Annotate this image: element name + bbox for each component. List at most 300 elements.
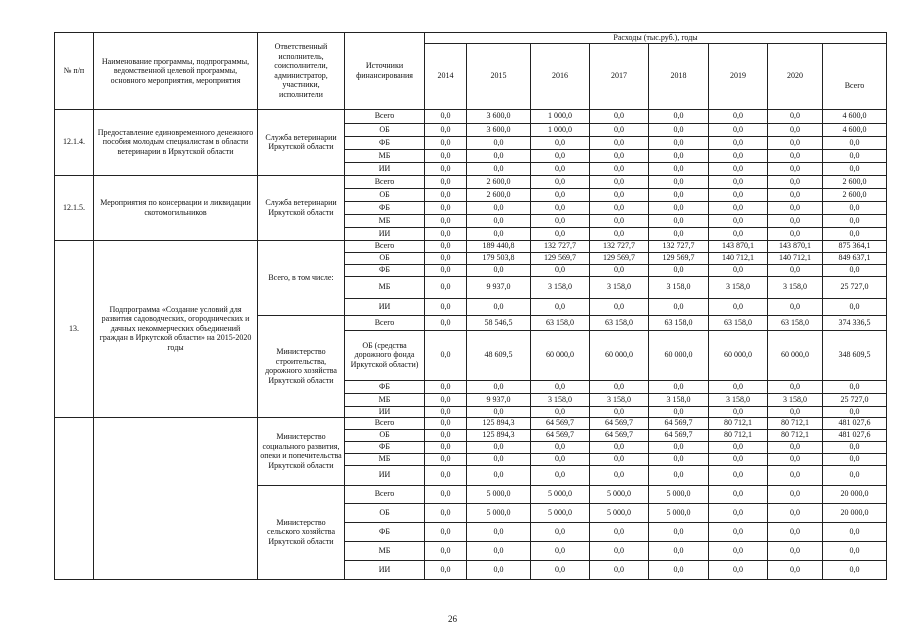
- funding-source: Всего: [345, 315, 425, 330]
- total-value: 4 600,0: [823, 123, 887, 136]
- year-value: 5 000,0: [531, 503, 590, 522]
- header-year: 2018: [649, 43, 709, 109]
- total-value: 0,0: [823, 380, 887, 393]
- year-value: 64 569,7: [531, 429, 590, 441]
- year-value: 60 000,0: [709, 330, 768, 380]
- total-value: 0,0: [823, 298, 887, 315]
- year-value: 60 000,0: [531, 330, 590, 380]
- year-value: 0,0: [590, 175, 649, 188]
- year-value: 0,0: [590, 441, 649, 453]
- funding-source: Всего: [345, 417, 425, 429]
- year-value: 0,0: [649, 264, 709, 276]
- year-value: 0,0: [467, 298, 531, 315]
- year-value: 0,0: [531, 522, 590, 541]
- year-value: 5 000,0: [467, 503, 531, 522]
- year-value: 5 000,0: [590, 485, 649, 503]
- year-value: 0,0: [709, 453, 768, 465]
- year-value: 0,0: [709, 503, 768, 522]
- year-value: 0,0: [768, 560, 823, 579]
- header-expenses: Расходы (тыс.руб.), годы: [425, 33, 887, 44]
- year-value: 5 000,0: [590, 503, 649, 522]
- year-value: 0,0: [425, 175, 467, 188]
- year-value: 0,0: [709, 522, 768, 541]
- year-value: 5 000,0: [531, 485, 590, 503]
- year-value: 0,0: [649, 136, 709, 149]
- year-value: 0,0: [425, 406, 467, 417]
- year-value: 0,0: [425, 298, 467, 315]
- year-value: 0,0: [768, 380, 823, 393]
- executor-name: Министерство сельского хозяйства Иркутской области: [258, 485, 345, 579]
- year-value: 143 870,1: [709, 240, 768, 252]
- year-value: 0,0: [425, 252, 467, 264]
- total-value: 25 727,0: [823, 276, 887, 298]
- funding-source: ИИ: [345, 227, 425, 240]
- row-number: 12.1.5.: [55, 175, 94, 240]
- year-value: 0,0: [768, 188, 823, 201]
- table-row: [55, 240, 887, 252]
- year-value: 5 000,0: [649, 485, 709, 503]
- year-value: 0,0: [649, 380, 709, 393]
- year-value: 63 158,0: [709, 315, 768, 330]
- total-value: 849 637,1: [823, 252, 887, 264]
- funding-source: МБ: [345, 276, 425, 298]
- year-value: 0,0: [649, 522, 709, 541]
- funding-source: ОБ (средства дорожного фонда Иркутской области): [345, 330, 425, 380]
- total-value: 481 027,6: [823, 429, 887, 441]
- year-value: 0,0: [531, 227, 590, 240]
- program-name: Подпрограмма «Создание условий для развития садоводческих, огороднических и дачных некоммерческих объединений граждан в Иркутской области» на 2015-2020 годы: [94, 240, 258, 417]
- year-value: 0,0: [531, 264, 590, 276]
- header-source: Источники финансирования: [345, 33, 425, 110]
- year-value: 3 158,0: [590, 393, 649, 406]
- year-value: 0,0: [709, 123, 768, 136]
- table-body: [55, 33, 887, 580]
- year-value: 0,0: [425, 214, 467, 227]
- header-year: 2017: [590, 43, 649, 109]
- total-value: 374 336,5: [823, 315, 887, 330]
- page-number: 26: [448, 614, 457, 624]
- funding-source: ФБ: [345, 522, 425, 541]
- funding-source: ОБ: [345, 503, 425, 522]
- executor-name: Служба ветеринарии Иркутской области: [258, 109, 345, 175]
- funding-source: МБ: [345, 149, 425, 162]
- year-value: 0,0: [425, 429, 467, 441]
- year-value: 0,0: [768, 441, 823, 453]
- year-value: 0,0: [467, 465, 531, 485]
- year-value: 0,0: [649, 441, 709, 453]
- year-value: 3 158,0: [590, 276, 649, 298]
- year-value: 0,0: [649, 162, 709, 175]
- year-value: 0,0: [709, 162, 768, 175]
- year-value: 0,0: [649, 453, 709, 465]
- year-value: 0,0: [425, 136, 467, 149]
- funding-source: ОБ: [345, 123, 425, 136]
- year-value: 0,0: [709, 227, 768, 240]
- year-value: 0,0: [425, 188, 467, 201]
- funding-source: ИИ: [345, 162, 425, 175]
- year-value: 0,0: [590, 380, 649, 393]
- funding-source: ФБ: [345, 441, 425, 453]
- year-value: 64 569,7: [649, 429, 709, 441]
- year-value: 0,0: [709, 149, 768, 162]
- year-value: 0,0: [649, 201, 709, 214]
- funding-source: ОБ: [345, 188, 425, 201]
- year-value: 0,0: [531, 149, 590, 162]
- total-value: 0,0: [823, 441, 887, 453]
- funding-source: Всего: [345, 240, 425, 252]
- year-value: 0,0: [425, 330, 467, 380]
- year-value: 0,0: [768, 175, 823, 188]
- year-value: 0,0: [709, 406, 768, 417]
- year-value: 0,0: [467, 149, 531, 162]
- year-value: 0,0: [768, 406, 823, 417]
- total-value: 2 600,0: [823, 188, 887, 201]
- header-year: 2020: [768, 43, 823, 109]
- budget-table: [54, 32, 887, 580]
- year-value: 3 158,0: [709, 393, 768, 406]
- total-value: 0,0: [823, 149, 887, 162]
- year-value: 0,0: [709, 560, 768, 579]
- year-value: 0,0: [649, 149, 709, 162]
- year-value: 0,0: [425, 485, 467, 503]
- year-value: 0,0: [709, 298, 768, 315]
- year-value: 0,0: [709, 188, 768, 201]
- year-value: 63 158,0: [531, 315, 590, 330]
- year-value: 9 937,0: [467, 393, 531, 406]
- year-value: 125 894,3: [467, 429, 531, 441]
- header-year: 2014: [425, 43, 467, 109]
- year-value: 0,0: [467, 227, 531, 240]
- year-value: 0,0: [590, 123, 649, 136]
- year-value: 9 937,0: [467, 276, 531, 298]
- year-value: 0,0: [768, 485, 823, 503]
- year-value: 0,0: [590, 406, 649, 417]
- year-value: 0,0: [425, 417, 467, 429]
- header-year: 2015: [467, 43, 531, 109]
- year-value: 0,0: [649, 214, 709, 227]
- year-value: 0,0: [467, 522, 531, 541]
- funding-source: ФБ: [345, 264, 425, 276]
- total-value: 0,0: [823, 522, 887, 541]
- table-row: [55, 417, 887, 429]
- year-value: 0,0: [649, 560, 709, 579]
- year-value: 0,0: [709, 485, 768, 503]
- year-value: 63 158,0: [649, 315, 709, 330]
- year-value: 0,0: [531, 136, 590, 149]
- year-value: 0,0: [590, 201, 649, 214]
- year-value: 0,0: [768, 298, 823, 315]
- year-value: 3 158,0: [768, 276, 823, 298]
- year-value: 64 569,7: [649, 417, 709, 429]
- year-value: 0,0: [425, 441, 467, 453]
- funding-source: ФБ: [345, 380, 425, 393]
- year-value: 3 600,0: [467, 109, 531, 123]
- header-executor: Ответственный исполнитель, соисполнители, администратор, участники, исполнители: [258, 33, 345, 110]
- executor-name: Служба ветеринарии Иркутской области: [258, 175, 345, 240]
- year-value: 3 158,0: [531, 393, 590, 406]
- year-value: 0,0: [467, 453, 531, 465]
- year-value: 0,0: [768, 123, 823, 136]
- year-value: 80 712,1: [709, 429, 768, 441]
- year-value: 0,0: [531, 541, 590, 560]
- year-value: 129 569,7: [531, 252, 590, 264]
- year-value: 0,0: [649, 541, 709, 560]
- funding-source: ФБ: [345, 136, 425, 149]
- total-value: 0,0: [823, 264, 887, 276]
- program-name: [94, 417, 258, 579]
- funding-source: ФБ: [345, 201, 425, 214]
- funding-source: ИИ: [345, 465, 425, 485]
- year-value: 0,0: [768, 465, 823, 485]
- year-value: 0,0: [467, 162, 531, 175]
- header-total: Всего: [823, 43, 887, 109]
- year-value: 0,0: [467, 406, 531, 417]
- row-number: 12.1.4.: [55, 109, 94, 175]
- year-value: 80 712,1: [768, 417, 823, 429]
- year-value: 0,0: [425, 393, 467, 406]
- header-row: [55, 33, 887, 44]
- total-value: 0,0: [823, 136, 887, 149]
- year-value: 0,0: [531, 201, 590, 214]
- year-value: 0,0: [649, 465, 709, 485]
- year-value: 48 609,5: [467, 330, 531, 380]
- year-value: 0,0: [768, 453, 823, 465]
- table-row: [55, 175, 887, 188]
- year-value: 0,0: [590, 264, 649, 276]
- funding-source: ИИ: [345, 298, 425, 315]
- year-value: 179 503,8: [467, 252, 531, 264]
- header-year: 2016: [531, 43, 590, 109]
- year-value: 0,0: [649, 123, 709, 136]
- year-value: 0,0: [531, 380, 590, 393]
- year-value: 0,0: [425, 227, 467, 240]
- total-value: 0,0: [823, 201, 887, 214]
- year-value: 0,0: [590, 214, 649, 227]
- year-value: 132 727,7: [531, 240, 590, 252]
- year-value: 63 158,0: [768, 315, 823, 330]
- year-value: 129 569,7: [590, 252, 649, 264]
- year-value: 3 158,0: [649, 276, 709, 298]
- year-value: 3 158,0: [768, 393, 823, 406]
- year-value: 0,0: [590, 541, 649, 560]
- year-value: 0,0: [768, 264, 823, 276]
- year-value: 64 569,7: [531, 417, 590, 429]
- year-value: 0,0: [649, 227, 709, 240]
- total-value: 0,0: [823, 227, 887, 240]
- year-value: 0,0: [425, 380, 467, 393]
- year-value: 0,0: [531, 298, 590, 315]
- year-value: 0,0: [649, 298, 709, 315]
- funding-source: Всего: [345, 175, 425, 188]
- year-value: 5 000,0: [467, 485, 531, 503]
- total-value: 0,0: [823, 541, 887, 560]
- table-row: [55, 109, 887, 123]
- year-value: 0,0: [768, 162, 823, 175]
- total-value: 875 364,1: [823, 240, 887, 252]
- year-value: 129 569,7: [649, 252, 709, 264]
- year-value: 80 712,1: [768, 429, 823, 441]
- year-value: 3 158,0: [649, 393, 709, 406]
- year-value: 0,0: [425, 109, 467, 123]
- year-value: 0,0: [649, 406, 709, 417]
- year-value: 0,0: [768, 503, 823, 522]
- year-value: 0,0: [467, 380, 531, 393]
- year-value: 0,0: [467, 541, 531, 560]
- executor-name: Министерство строительства, дорожного хозяйства Иркутской области: [258, 315, 345, 417]
- year-value: 0,0: [590, 560, 649, 579]
- funding-source: МБ: [345, 214, 425, 227]
- funding-source: ИИ: [345, 406, 425, 417]
- total-value: 2 600,0: [823, 175, 887, 188]
- total-value: 481 027,6: [823, 417, 887, 429]
- total-value: 20 000,0: [823, 503, 887, 522]
- year-value: 0,0: [467, 214, 531, 227]
- year-value: 2 600,0: [467, 175, 531, 188]
- funding-source: ИИ: [345, 560, 425, 579]
- total-value: 20 000,0: [823, 485, 887, 503]
- funding-source: МБ: [345, 393, 425, 406]
- year-value: 0,0: [425, 201, 467, 214]
- year-value: 0,0: [709, 441, 768, 453]
- year-value: 0,0: [531, 465, 590, 485]
- year-value: 0,0: [531, 560, 590, 579]
- year-value: 0,0: [467, 136, 531, 149]
- year-value: 0,0: [467, 560, 531, 579]
- year-value: 0,0: [768, 109, 823, 123]
- executor-name: Министерство социального развития, опеки и попечительства Иркутской области: [258, 417, 345, 485]
- year-value: 60 000,0: [649, 330, 709, 380]
- year-value: 189 440,8: [467, 240, 531, 252]
- funding-source: МБ: [345, 453, 425, 465]
- year-value: 0,0: [768, 214, 823, 227]
- year-value: 0,0: [425, 453, 467, 465]
- year-value: 140 712,1: [709, 252, 768, 264]
- year-value: 0,0: [768, 541, 823, 560]
- year-value: 0,0: [467, 201, 531, 214]
- year-value: 0,0: [531, 453, 590, 465]
- total-value: 0,0: [823, 406, 887, 417]
- year-value: 0,0: [768, 136, 823, 149]
- year-value: 0,0: [467, 264, 531, 276]
- row-number: 13.: [55, 240, 94, 417]
- year-value: 1 000,0: [531, 123, 590, 136]
- year-value: 0,0: [709, 175, 768, 188]
- year-value: 0,0: [768, 201, 823, 214]
- funding-source: МБ: [345, 541, 425, 560]
- year-value: 0,0: [709, 201, 768, 214]
- row-number: [55, 417, 94, 579]
- total-value: 0,0: [823, 214, 887, 227]
- funding-source: ОБ: [345, 429, 425, 441]
- year-value: 2 600,0: [467, 188, 531, 201]
- year-value: 0,0: [590, 109, 649, 123]
- total-value: 0,0: [823, 465, 887, 485]
- year-value: 0,0: [425, 240, 467, 252]
- year-value: 0,0: [768, 522, 823, 541]
- funding-source: Всего: [345, 109, 425, 123]
- year-value: 60 000,0: [768, 330, 823, 380]
- header-name: Наименование программы, подпрограммы, ведомственной целевой программы, основного мероприятия, мероприятия: [94, 33, 258, 110]
- year-value: 0,0: [709, 264, 768, 276]
- year-value: 0,0: [425, 522, 467, 541]
- year-value: 3 158,0: [709, 276, 768, 298]
- year-value: 0,0: [590, 162, 649, 175]
- year-value: 0,0: [590, 188, 649, 201]
- year-value: 0,0: [590, 136, 649, 149]
- total-value: 0,0: [823, 560, 887, 579]
- year-value: 0,0: [425, 162, 467, 175]
- year-value: 0,0: [425, 123, 467, 136]
- header-num: № п/п: [55, 33, 94, 110]
- year-value: 0,0: [425, 503, 467, 522]
- year-value: 0,0: [590, 453, 649, 465]
- year-value: 0,0: [709, 465, 768, 485]
- funding-source: ОБ: [345, 252, 425, 264]
- year-value: 132 727,7: [590, 240, 649, 252]
- year-value: 80 712,1: [709, 417, 768, 429]
- total-value: 4 600,0: [823, 109, 887, 123]
- year-value: 0,0: [531, 188, 590, 201]
- year-value: 0,0: [649, 188, 709, 201]
- year-value: 3 600,0: [467, 123, 531, 136]
- year-value: 0,0: [590, 227, 649, 240]
- year-value: 0,0: [425, 541, 467, 560]
- year-value: 0,0: [709, 136, 768, 149]
- year-value: 0,0: [590, 149, 649, 162]
- year-value: 58 546,5: [467, 315, 531, 330]
- year-value: 143 870,1: [768, 240, 823, 252]
- year-value: 0,0: [531, 406, 590, 417]
- funding-source: Всего: [345, 485, 425, 503]
- year-value: 0,0: [425, 315, 467, 330]
- total-value: 348 609,5: [823, 330, 887, 380]
- year-value: 0,0: [649, 175, 709, 188]
- year-value: 0,0: [531, 441, 590, 453]
- year-value: 0,0: [590, 298, 649, 315]
- year-value: 0,0: [425, 560, 467, 579]
- year-value: 64 569,7: [590, 417, 649, 429]
- year-value: 63 158,0: [590, 315, 649, 330]
- year-value: 64 569,7: [590, 429, 649, 441]
- year-value: 0,0: [709, 380, 768, 393]
- year-value: 0,0: [590, 522, 649, 541]
- year-value: 0,0: [709, 541, 768, 560]
- year-value: 0,0: [531, 175, 590, 188]
- year-value: 0,0: [425, 264, 467, 276]
- year-value: 140 712,1: [768, 252, 823, 264]
- year-value: 125 894,3: [467, 417, 531, 429]
- year-value: 0,0: [425, 465, 467, 485]
- year-value: 0,0: [768, 149, 823, 162]
- total-value: 0,0: [823, 453, 887, 465]
- header-year: 2019: [709, 43, 768, 109]
- year-value: 132 727,7: [649, 240, 709, 252]
- year-value: 0,0: [425, 149, 467, 162]
- program-name: Предоставление единовременного денежного пособия молодым специалистам в области ветеринарии в Иркутской области: [94, 109, 258, 175]
- year-value: 0,0: [709, 214, 768, 227]
- executor-name: Всего, в том числе:: [258, 240, 345, 315]
- year-value: 0,0: [649, 109, 709, 123]
- year-value: 0,0: [709, 109, 768, 123]
- year-value: 0,0: [531, 214, 590, 227]
- year-value: 0,0: [531, 162, 590, 175]
- year-value: 3 158,0: [531, 276, 590, 298]
- year-value: 1 000,0: [531, 109, 590, 123]
- total-value: 0,0: [823, 162, 887, 175]
- year-value: 0,0: [425, 276, 467, 298]
- year-value: 0,0: [590, 465, 649, 485]
- year-value: 5 000,0: [649, 503, 709, 522]
